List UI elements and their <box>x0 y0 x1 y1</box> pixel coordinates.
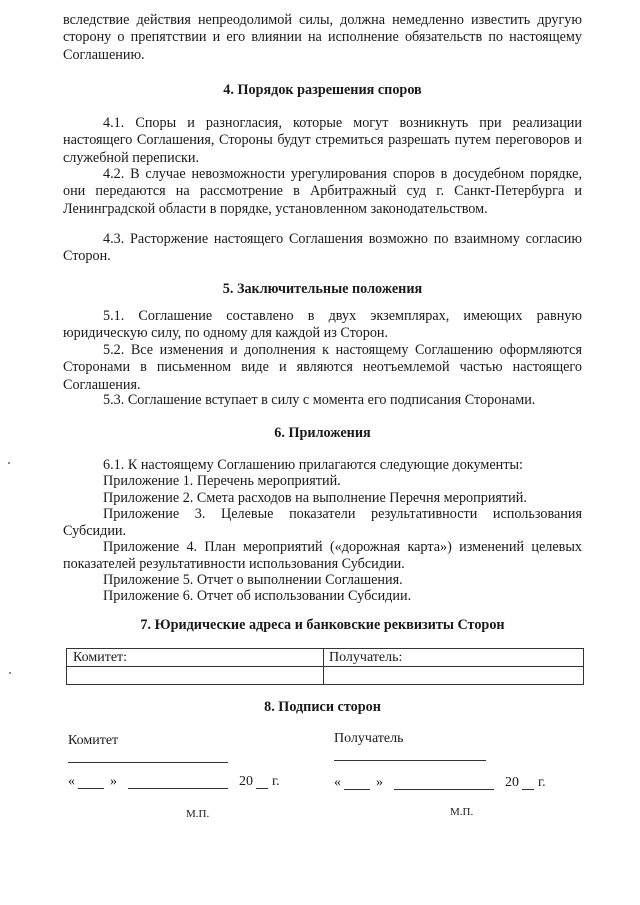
recipient-day-blank <box>344 789 370 790</box>
committee-year-prefix: 20 <box>239 774 253 789</box>
recipient-year-suffix: г. <box>538 775 546 790</box>
clause-6-1: 6.1. К настоящему Соглашению прилагаются следующие документы: <box>103 457 523 473</box>
clause-5-1: 5.1. Соглашение составлено в двух экземплярах, имеющих равную юридическую силу, по одному для каждой из Сторон. <box>63 308 582 342</box>
committee-year-blank <box>256 788 268 789</box>
recipient-date-close-quote: » <box>376 775 383 790</box>
clause-4-3: 4.3. Расторжение настоящего Соглашения возможно по взаимному согласию Сторон. <box>63 231 582 265</box>
section-8-title: 8. Подписи сторон <box>264 699 381 715</box>
clause-5-2: 5.2. Все изменения и дополнения к настоящему Соглашению оформляются Сторонами в письменном виде и являются неотъемлемой частью настоящего Соглашения. <box>63 342 582 393</box>
table-header-committee: Комитет: <box>73 650 128 665</box>
appendix-3: Приложение 3. Целевые показатели результативности использования Субсидии. <box>63 506 582 540</box>
recipient-year-prefix: 20 <box>505 775 519 790</box>
scan-speck <box>8 462 10 464</box>
recipient-signature-line <box>334 760 486 761</box>
intro-paragraph: вследствие действия непреодолимой силы, должна немедленно известить другую сторону о препятствии и его влиянии на исполнение обязательств по настоящему Соглашению. <box>63 12 582 63</box>
section-5-title: 5. Заключительные положения <box>222 281 423 297</box>
section-4-title: 4. Порядок разрешения споров <box>223 82 422 98</box>
appendix-1: Приложение 1. Перечень мероприятий. <box>103 473 341 489</box>
committee-stamp-place: М.П. <box>186 808 210 820</box>
appendix-5: Приложение 5. Отчет о выполнении Соглашения. <box>103 572 403 588</box>
committee-date-open-quote: « <box>68 774 75 789</box>
recipient-date-open-quote: « <box>334 775 341 790</box>
table-header-recipient: Получатель: <box>329 650 403 665</box>
recipient-month-blank <box>394 789 494 790</box>
committee-month-blank <box>128 788 228 789</box>
clause-5-3: 5.3. Соглашение вступает в силу с момента его подписания Сторонами. <box>103 392 536 408</box>
clause-4-2: 4.2. В случае невозможности урегулирования споров в досудебном порядке, они передаются на рассмотрение в Арбитражный суд г. Санкт-Петербурга и Ленинградской области в порядке, установленном законодательством. <box>63 166 582 217</box>
appendix-4: Приложение 4. План мероприятий («дорожная карта») изменений целевых показателей результативности использования Субсидии. <box>63 539 582 573</box>
scan-speck <box>9 672 11 674</box>
committee-signature-line <box>68 762 228 763</box>
section-6-title: 6. Приложения <box>274 425 371 441</box>
requisites-table <box>66 648 584 685</box>
committee-date-close-quote: » <box>110 774 117 789</box>
clause-4-1: 4.1. Споры и разногласия, которые могут возникнуть при реализации настоящего Соглашения, Стороны будут стремиться разрешать путем переговоров и служебной переписки. <box>63 115 582 166</box>
appendix-2: Приложение 2. Смета расходов на выполнение Перечня мероприятий. <box>103 490 527 506</box>
signature-recipient-label: Получатель <box>334 731 404 746</box>
recipient-year-blank <box>522 789 534 790</box>
committee-year-suffix: г. <box>272 774 280 789</box>
table-divider-horizontal <box>67 666 583 667</box>
recipient-stamp-place: М.П. <box>450 806 474 818</box>
signature-committee-label: Комитет <box>68 733 119 748</box>
section-7-title: 7. Юридические адреса и банковские реквизиты Сторон <box>140 617 505 633</box>
committee-day-blank <box>78 788 104 789</box>
appendix-6: Приложение 6. Отчет об использовании Субсидии. <box>103 588 412 604</box>
